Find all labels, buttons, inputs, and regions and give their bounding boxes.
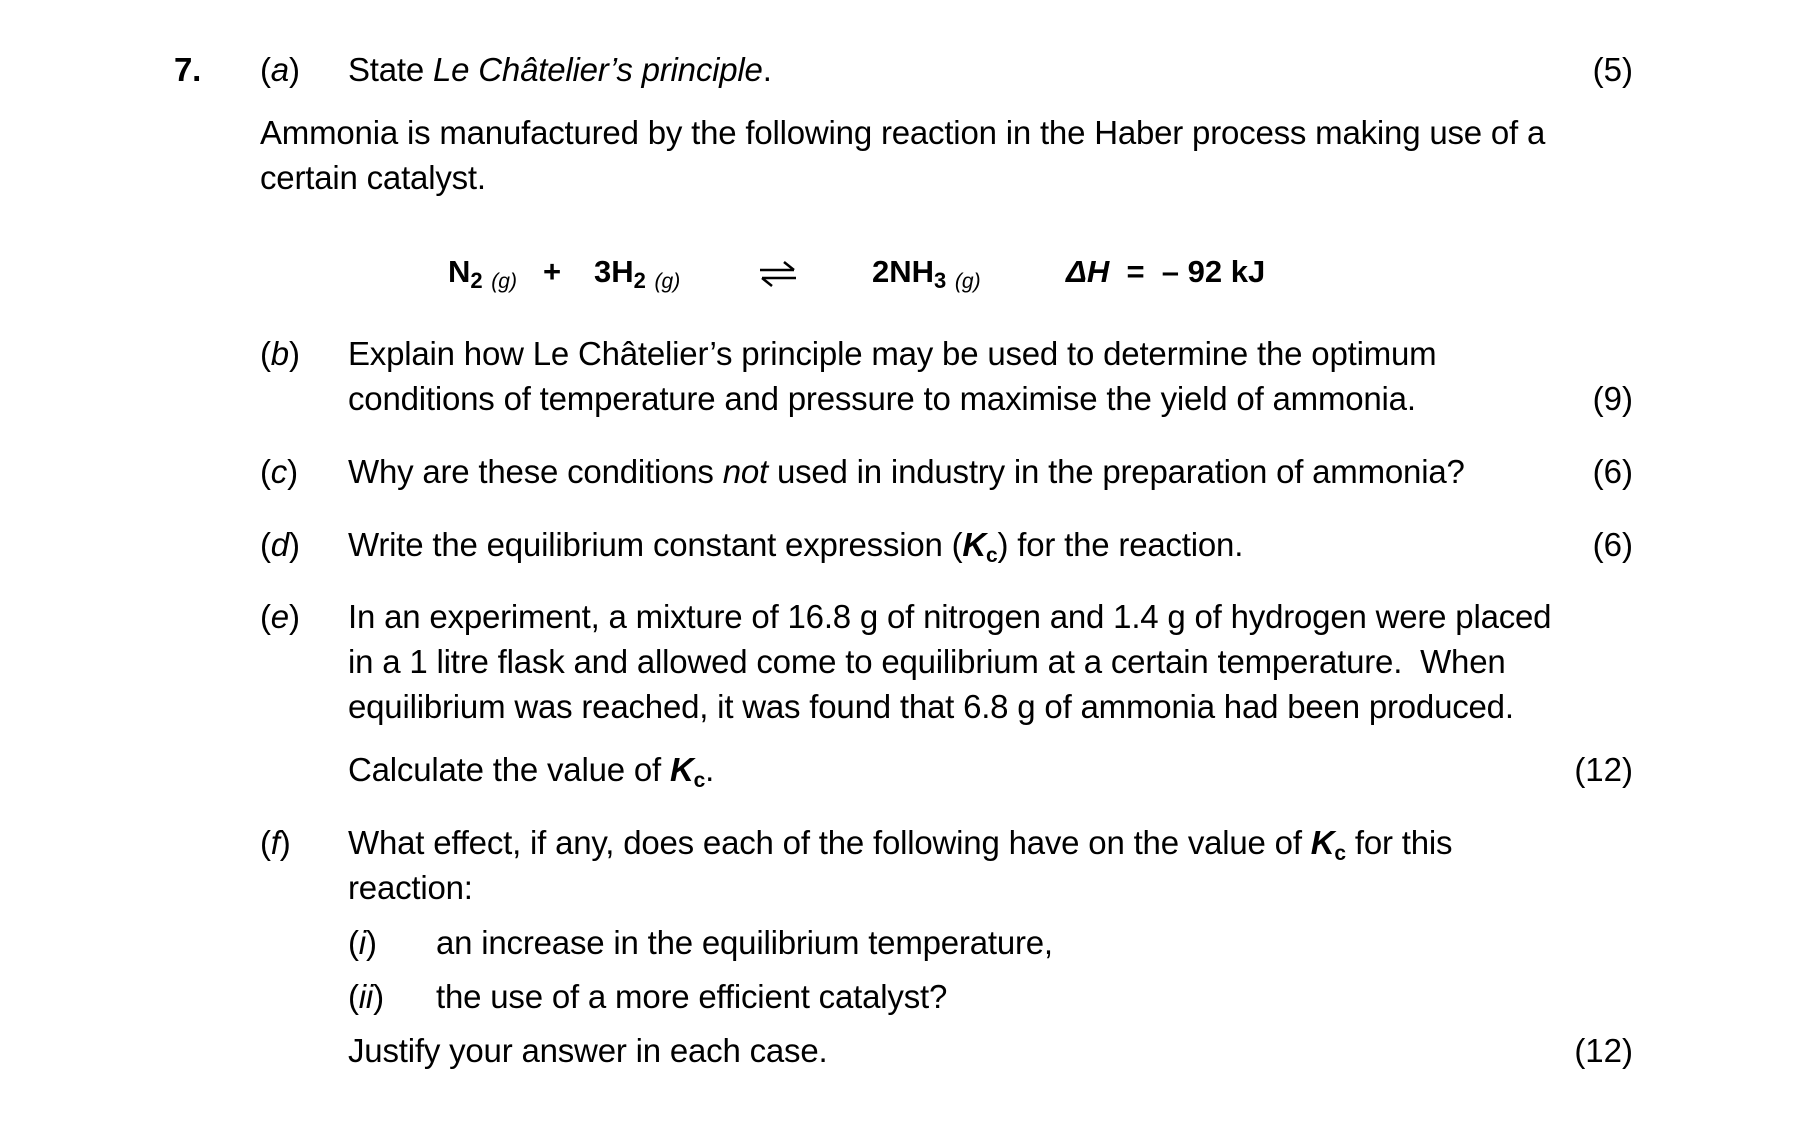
text-prefix: Calculate the value of [348,751,670,788]
roman-numeral: ii [358,978,374,1015]
equation-product-nh3 [872,252,981,302]
part-f-label: (f) [260,824,291,861]
kc-sub: c [1334,842,1346,865]
subscript: 2 [633,268,646,293]
part-a-label [260,50,300,90]
roman-numeral: i [358,924,366,961]
part-letter: e [270,598,289,635]
enthalpy-value: – 92 kJ [1161,254,1266,289]
equilibrium-arrow-icon-svg [758,259,798,289]
part-e-label: (e) [260,598,300,635]
n-symbol: N [448,254,471,289]
part-a-marks: (5) [1592,51,1633,88]
subscript: 3 [934,268,947,293]
kc-symbol [962,526,998,567]
kc-sub: c [986,544,998,567]
text-suffix: for this [1345,824,1453,861]
equilibrium-arrow-icon [758,252,798,292]
text-prefix: What effect, if any, does each of the following have on the value of [348,824,1311,861]
part-f-sub-i-label: (i) [348,924,377,961]
part-b-label: (b) [260,335,300,372]
part-letter: b [270,335,289,372]
text-suffix: used in industry in the preparation of ammonia? [767,453,1465,490]
intro-line-2: certain catalyst. [260,159,486,196]
part-b-marks: (9) [1592,380,1633,417]
state-symbol: (g) [654,270,681,293]
kc-symbol [1310,824,1346,865]
equals: = [1126,254,1145,289]
text-suffix: ) for the reaction. [997,526,1244,563]
text-prefix: Write the equilibrium constant expression ( [348,526,963,563]
part-letter: a [270,51,289,88]
paren-close: ) [288,51,300,88]
part-b-line-2: conditions of temperature and pressure to maximise the yield of ammonia. [348,380,1416,417]
nh-symbol: 2NH [872,254,935,289]
paren-open: ( [260,51,271,88]
text-suffix: . [705,751,715,788]
h-symbol: 3H [594,254,634,289]
text-italic: not [722,453,768,490]
part-f-marks: (12) [1574,1032,1633,1069]
part-c-text [348,452,1465,492]
part-f-sub-ii-text: the use of a more efficient catalyst? [436,978,948,1015]
part-letter: c [270,453,288,490]
part-d-label: (d) [260,526,300,563]
intro-line-1: Ammonia is manufactured by the following reaction in the Haber process making use of a [260,114,1546,151]
subscript: 2 [470,268,483,293]
part-a-text [348,50,772,90]
equation-plus: + [543,254,562,289]
text-prefix: Why are these conditions [348,453,723,490]
part-f-sub-ii-label: (ii) [348,978,384,1015]
part-f-line-2: reaction: [348,869,473,906]
part-f-line-1 [348,823,1452,874]
part-c-label: (c) [260,453,298,490]
part-f-sub-i-text: an increase in the equilibrium temperature, [436,924,1053,961]
part-f-closing: Justify your answer in each case. [348,1032,828,1069]
part-e-line-1: In an experiment, a mixture of 16.8 g of nitrogen and 1.4 g of hydrogen were placed [348,598,1552,635]
equation-reactant-n2 [448,252,517,302]
part-c-marks: (6) [1592,453,1633,490]
part-e-calculate [348,750,714,801]
state-symbol: (g) [954,270,981,293]
part-e-line-2: in a 1 litre flask and allowed come to equilibrium at a certain temperature. When [348,643,1506,680]
text-prefix: State [348,51,434,88]
kc-symbol [669,751,706,792]
part-e-line-3: equilibrium was reached, it was found that 6.8 g of ammonia had been produced. [348,688,1514,725]
k: K [962,526,987,563]
k: K [1310,824,1335,861]
part-d-marks: (6) [1592,526,1633,563]
delta-h: ΔH [1066,254,1110,289]
state-symbol: (g) [491,270,517,293]
text-italic: Le Châtelier’s principle [433,51,763,88]
part-e-marks: (12) [1574,751,1633,788]
part-letter: d [270,526,289,563]
question-number: 7. [174,51,202,88]
equation-enthalpy [1066,252,1265,292]
part-letter: f [270,824,280,861]
k: K [669,751,694,788]
part-b-line-1: Explain how Le Châtelier’s principle may be used to determine the optimum [348,335,1437,372]
equation-reactant-h2 [594,252,680,302]
kc-sub: c [693,769,706,792]
part-d-text [348,525,1243,576]
text-suffix: . [762,51,772,88]
